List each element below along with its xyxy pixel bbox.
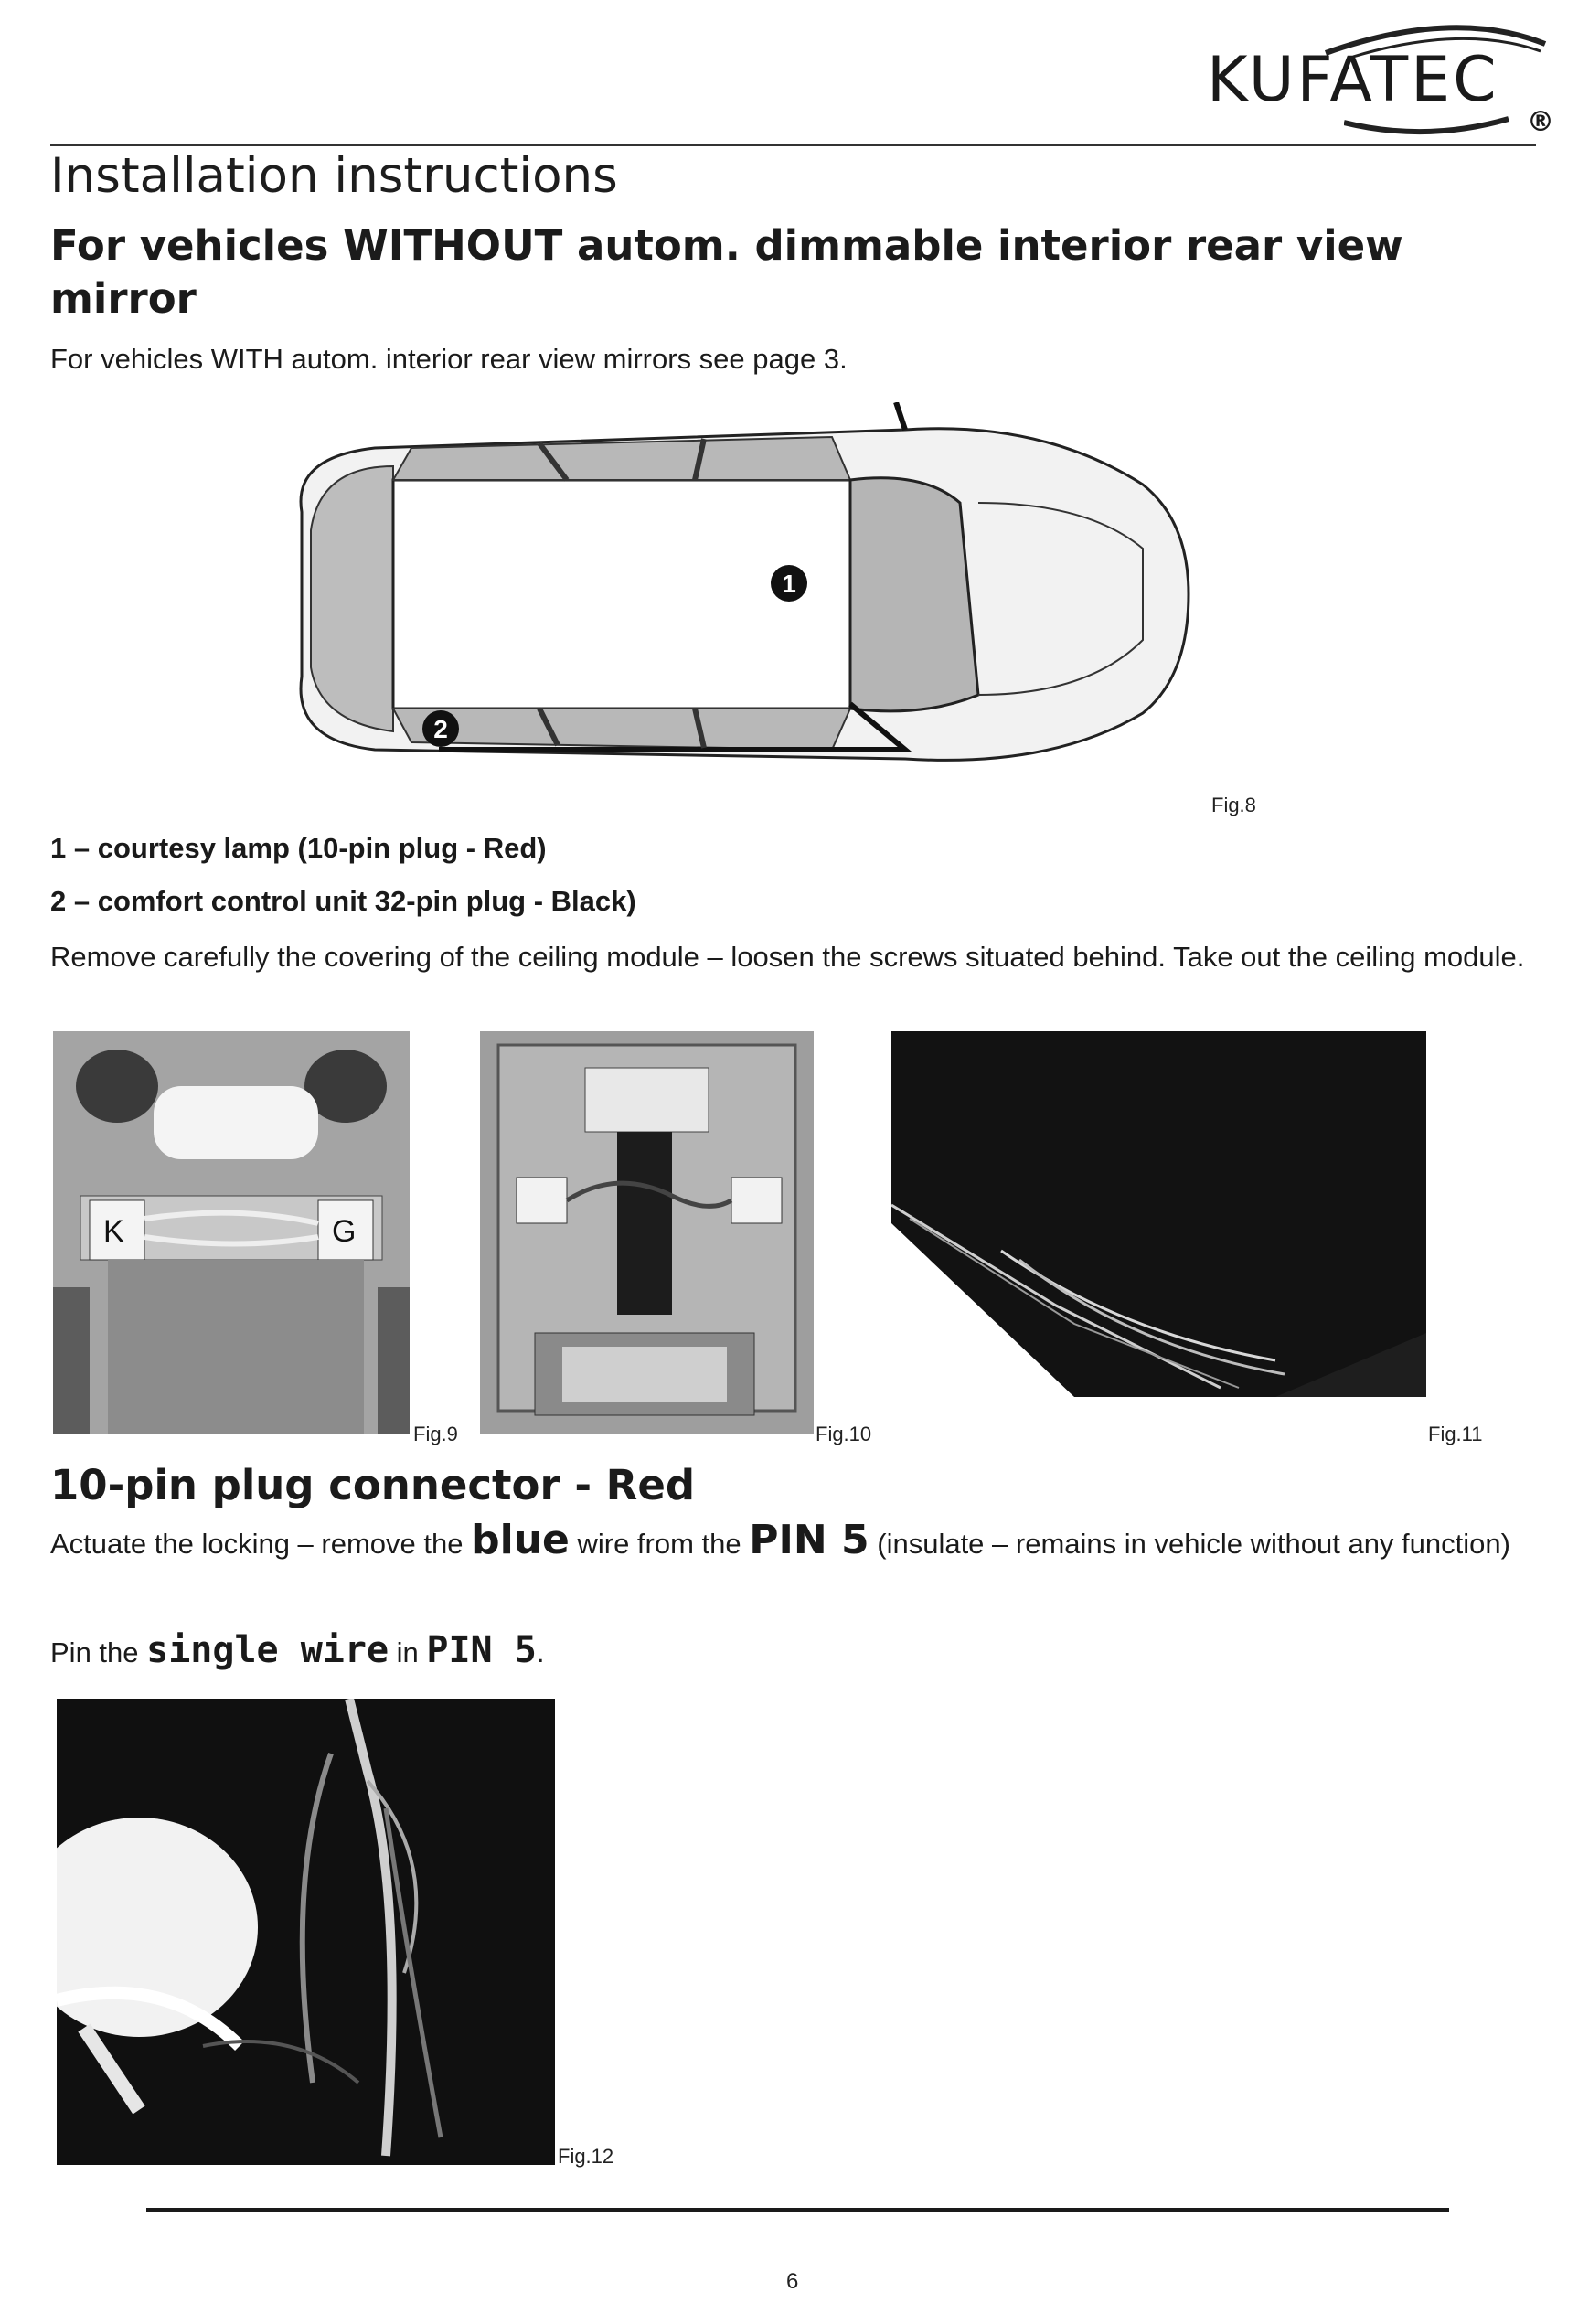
marker-2	[422, 710, 459, 747]
section-heading-without-mirror: For vehicles WITHOUT autom. dimmable interior rear view mirror	[50, 221, 1403, 323]
windshield	[850, 478, 978, 711]
fig11-caption: Fig.11	[1428, 1423, 1483, 1445]
fig8-car-diagram	[265, 402, 1216, 786]
header-rule	[50, 144, 1536, 146]
logo-wordmark: KUFATEC	[1207, 44, 1499, 116]
rear-window	[311, 466, 393, 731]
pin-single-wire-instruction: Pin the single wire in PIN 5.	[50, 1629, 545, 1671]
svg-text:1: 1	[782, 570, 796, 598]
emphasis-pin-5: PIN 5	[749, 1517, 869, 1563]
side-windows-top	[393, 437, 850, 480]
registered-mark: ®	[1527, 106, 1554, 138]
fig10-caption: Fig.10	[816, 1423, 872, 1445]
actuate-locking-instruction: Actuate the locking – remove the blue wire from the PIN 5 (insulate – remains in vehicle without any function)	[50, 1517, 1510, 1563]
side-windows-bottom	[393, 709, 850, 750]
fig12-photo	[57, 1699, 555, 2165]
fig8-caption: Fig.8	[1211, 794, 1256, 816]
remove-ceiling-module-instruction: Remove carefully the covering of the ceiling module – loosen the screws situated behind. Take out the ceiling module.	[50, 941, 1525, 973]
logo-swoosh-bottom-icon	[1344, 115, 1509, 143]
section-heading-10-pin-plug: 10-pin plug connector - Red	[50, 1461, 696, 1509]
page-number: 6	[786, 2269, 799, 2294]
page-title: Installation instructions	[50, 148, 618, 204]
see-page-note: For vehicles WITH autom. interior rear view mirrors see page 3.	[50, 343, 848, 375]
svg-text:2: 2	[433, 715, 448, 743]
fig9-label-left: K	[103, 1214, 124, 1249]
fig9-photo	[53, 1031, 410, 1434]
fig9-caption: Fig.9	[413, 1423, 458, 1445]
emphasis-single-wire: single wire	[146, 1629, 389, 1671]
fig9-label-right: G	[332, 1214, 357, 1249]
kufatec-logo	[1207, 16, 1554, 149]
legend-item-comfort-unit: 2 – comfort control unit 32-pin plug - Black)	[50, 885, 636, 917]
fig10-photo	[480, 1031, 814, 1434]
footer-rule	[146, 2208, 1449, 2212]
marker-1	[771, 565, 807, 602]
emphasis-pin-5-b: PIN 5	[426, 1629, 537, 1671]
emphasis-blue: blue	[471, 1517, 570, 1563]
legend-item-courtesy-lamp: 1 – courtesy lamp (10-pin plug - Red)	[50, 832, 547, 864]
fig11-photo	[891, 1031, 1426, 1397]
antenna-cable	[896, 402, 905, 430]
fig12-caption: Fig.12	[558, 2145, 614, 2168]
